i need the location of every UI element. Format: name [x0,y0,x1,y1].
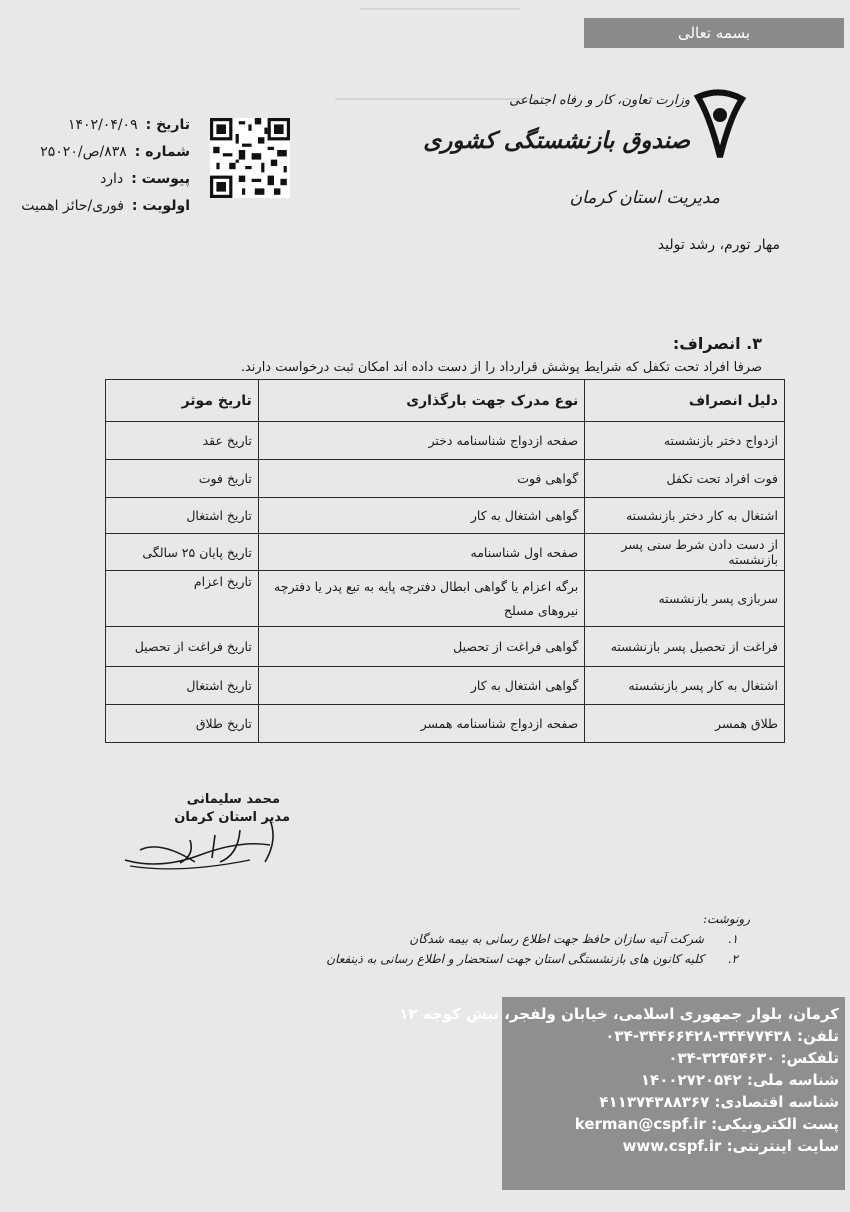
signature-block [120,790,290,880]
table-cell: طلاق همسر [585,705,785,743]
signer-name: محمد سلیمانی [186,792,280,807]
table-cell: اشتغال به کار پسر بازنشسته [585,667,785,705]
table-cell: فوت افراد تحت تکفل [585,460,785,498]
copies-item-text: کلیه کانون های بازنشستگی استان جهت استحضار و اطلاع رسانی به ذینفعان [326,952,704,966]
footer-phone: تلفن: ۳۴۴۷۷۴۳۸-۳۴۴۶۶۴۲۸-۰۳۴ [605,1027,839,1045]
table-cell: تاریخ طلاق [106,705,259,743]
table-cell: گواهی اشتغال به کار [258,498,584,534]
footer-national-id: شناسه ملی: ۱۴۰۰۲۷۲۰۵۴۲ [640,1071,839,1089]
table-row [106,422,785,460]
contact-footer [399,997,845,1190]
copies-item-number: ۱. [727,932,738,946]
withdrawal-table [105,379,785,743]
organization-logo [423,75,750,225]
date-value: ۱۴۰۲/۰۴/۰۹ [68,116,138,133]
table-row [106,667,785,705]
table-header-row [106,380,785,422]
section-title: ۳. انصراف: [672,334,762,353]
table-cell: گواهی فراغت از تحصیل [258,627,584,667]
invocation-text: بسمه تعالی [677,24,751,42]
table-cell: صفحه اول شناسنامه [258,534,584,571]
table-cell: تاریخ فوت [106,460,259,498]
number-row [40,138,190,165]
table-cell: فراغت از تحصیل پسر بازنشسته [585,627,785,667]
letter-subject: مهار تورم، رشد تولید [657,237,780,253]
table-cell: صفحه ازدواج شناسنامه دختر [258,422,584,460]
table-cell: گواهی اشتغال به کار [258,667,584,705]
footer-email: پست الکترونیکی: kerman@cspf.ir [574,1115,839,1133]
copies-item-number: ۲. [727,952,738,966]
table-cell: از دست دادن شرط سنی پسر بازنشسته [585,534,785,571]
attachment-value: دارد [100,170,124,187]
date-label: تاریخ : [145,116,190,133]
table-cell: اشتغال به کار دختر بازنشسته [585,498,785,534]
number-label: شماره : [134,143,190,160]
priority-label: اولویت : [131,197,190,214]
footer-address: کرمان، بلوار جمهوری اسلامی، خیابان ولفجر، نبش کوچه ۱۲ [399,1005,839,1023]
table-row [106,498,785,534]
footer-fax: تلفکس: ۳۲۴۵۴۶۳۰-۰۳۴ [668,1049,839,1067]
fund-name: صندوق بازنشستگی کشوری [423,127,690,154]
priority-row [21,192,190,219]
table-cell: تاریخ اعزام [106,571,259,627]
number-value: ۸۳۸/ص/۲۵۰۲۰ [40,143,127,160]
copies-item [326,932,750,946]
signer-title: مدیر استان کرمان [174,810,290,825]
column-header-document: نوع مدرک جهت بارگذاری [258,380,584,422]
table-cell: برگه اعزام یا گواهی ابطال دفترچه پایه به تبع پدر یا دفترچه نیروهای مسلح [258,571,584,627]
faint-scan-line [335,98,535,100]
table-cell: تاریخ فراغت از تحصیل [106,627,259,667]
table-cell: ازدواج دختر بازنشسته [585,422,785,460]
table-cell: صفحه ازدواج شناسنامه همسر [258,705,584,743]
table-row [106,571,785,627]
table-cell: گواهی فوت [258,460,584,498]
handwritten-signature-icon [120,800,290,880]
table-row [106,460,785,498]
table-row [106,627,785,667]
table-cell: تاریخ اشتغال [106,667,259,705]
attachment-row [40,165,190,192]
fund-emblem-icon [690,87,750,162]
table-cell: تاریخ پایان ۲۵ سالگی [106,534,259,571]
column-header-reason: دلیل انصراف [585,380,785,422]
ministry-name: وزارت تعاون، کار و رفاه اجتماعی [509,93,690,108]
attachment-label: پیوست : [131,170,190,187]
date-row [40,111,190,138]
table-row [106,705,785,743]
letter-metadata [21,111,190,219]
table-cell: سربازی پسر بازنشسته [585,571,785,627]
invocation-banner [584,18,844,48]
footer-economic-code: شناسه اقتصادی: ۴۱۱۳۷۴۳۸۸۳۶۷ [599,1093,839,1111]
footer-website: سایت اینترنتی: www.cspf.ir [622,1137,839,1155]
faint-scan-line [360,8,520,10]
table-row [106,534,785,571]
province-name: مدیریت استان کرمان [569,188,720,208]
copies-item-text: شرکت آتیه سازان حافظ جهت اطلاع رسانی به بیمه شدگان [409,932,704,946]
copies-item [326,952,750,966]
table-cell: تاریخ اشتغال [106,498,259,534]
table-cell: تاریخ عقد [106,422,259,460]
column-header-effective-date: تاریخ موثر [106,380,259,422]
qr-code-icon [210,118,290,198]
copies-section [326,912,750,972]
priority-value: فوری/حائز اهمیت [21,197,124,214]
copies-title: رونوشت: [702,912,750,926]
section-subtitle: صرفا افراد تحت تکفل که شرایط پوشش قرارداد را از دست داده اند امکان ثبت درخواست دارند. [240,360,762,375]
